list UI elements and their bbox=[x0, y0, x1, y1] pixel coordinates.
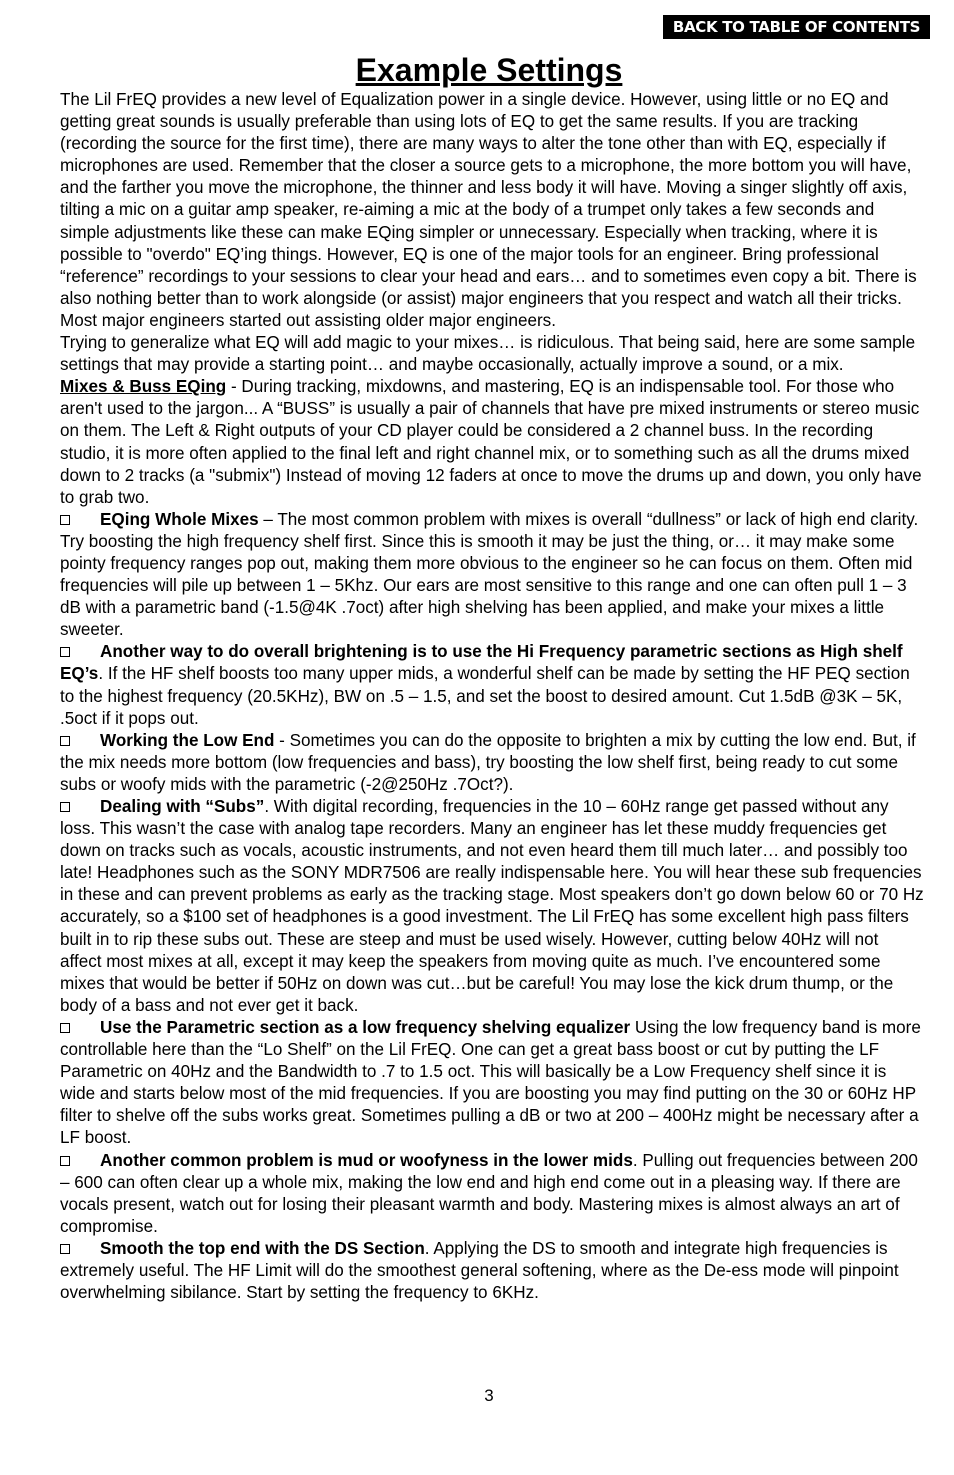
tip-heading: Another way to do overall brightening is to use the Hi Frequency parametric sections as High shelf EQ’s bbox=[60, 642, 903, 684]
tip-text: - Sometimes you can do the opposite to brighten a mix by cutting the low end. But, if the mix needs more bottom (low frequencies and bass), try boosting the low shelf first, being ready to cut some subs or woofy mids with the parametric (-2@250Hz .7Oct?). bbox=[60, 730, 916, 794]
page-title: Example Settings bbox=[355, 52, 623, 88]
intro-paragraph: The Lil FrEQ provides a new level of Equalization power in a single device. However, using little or no EQ and getting great sounds is usually preferable than using lots of EQ to get the same results. If you are tracking (recording the source for the first time), there are many ways to alter the tone other than with EQ, especially if microphones are used. Remember that the closer a source gets to a microphone, the more bottom you will have, and the farther you move the microphone, the thinner and less body it will have. Moving a singer slightly off axis, tilting a mic on a guitar amp speaker, re-aiming a mic at the body of a trumpet only takes a few seconds and simple adjustments like these can make EQing simpler or unnecessary. Especially when tracking, where it is possible to "overdo" EQ’ing things. However, EQ is one of the major tools for an engineer. Bring professional “reference” recordings to your sessions to clear your head and ears… and to sometimes even copy a bit. There is also nothing better than to work alongside (or assist) major engineers that you respect and watch all their tricks. Most major engineers started out assisting older major engineers. bbox=[60, 90, 917, 330]
section-text: - During tracking, mixdowns, and mastering, EQ is an indispensable tool. For those who aren't used to the jargon... A “BUSS” is usually a pair of channels that have pre mixed instruments or stereo music on them. The Left & Right outputs of your CD player could be considered a 2 channel buss. In the recording studio, it is more often applied to the final left and right channel mix, or to something such as all the drums mixed down to 2 tracks (a "submix") Instead of moving 12 faders at once to move the drums up and down, you only have to grab two. bbox=[60, 377, 922, 507]
checkbox-icon bbox=[60, 802, 70, 812]
tip-text: . With digital recording, frequencies in the 10 – 60Hz range get passed without any loss. This wasn’t the case with analog tape recorders. Many an engineer has let these muddy frequencies get down on tracks such as vocals, acoustic instruments, and not even heard them till much later… and possibly too late! Headphones such as the SONY MDR7506 are really indispensable here. You will hear these sub frequencies in these and can prevent problems as early as the tracking stage. Most speakers don’t go down below 60 or 70 Hz accurately, so a $100 set of headphones is a good investment. The Lil FrEQ has some excellent high pass filters built in to rip these subs out. These are steep and must be used wisely. However, cutting below 40Hz will not affect most mixes at all, except it may keep the speakers from moving quite as much. I’ve encountered some mixes that would be better if 50Hz on down was cut…but be careful! You may lose the kick drum thump, or the body of a bass and not ever get it back. bbox=[60, 797, 924, 1015]
checkbox-icon bbox=[60, 647, 70, 657]
tip-heading: Use the Parametric section as a low frequency shelving equalizer bbox=[100, 1017, 631, 1037]
tip-heading: Dealing with “Subs” bbox=[100, 797, 265, 816]
checkbox-icon bbox=[60, 1023, 70, 1033]
tip-item bbox=[60, 730, 924, 796]
intro-paragraph: Trying to generalize what EQ will add magic to your mixes… is ridiculous. That being said, here are some sample settings that may provide a starting point… and maybe occasionally, actually improve a sound, or a mix. bbox=[60, 333, 916, 375]
tip-item bbox=[60, 1017, 924, 1150]
tip-text: Using the low frequency band is more controllable here than the “Lo Shelf” on the Lil FrEQ. One can get a great bass boost or cut by putting the LF Parametric on 40Hz and the Bandwidth to .7 to 1.5 oct. This will basically be a Low Frequency shelf since it is wide and starts below most of the mid frequencies. If you are boosting you may find putting on the 30 or 60Hz HP filter to shelve off the subs works great. Sometimes pulling a dB or two at 200 – 400Hz might be necessary after a LF boost. bbox=[60, 1017, 921, 1148]
checkbox-icon bbox=[60, 1156, 70, 1166]
tip-text: . Applying the DS to smooth and integrate high frequencies is extremely useful. The HF Limit will do the smoothest general softening, where as the De-ess mode will pinpoint overwhelming sibilance. Start by setting the frequency to 6KHz. bbox=[60, 1238, 899, 1303]
tip-item bbox=[60, 796, 924, 1017]
section-heading: Mixes & Buss EQing bbox=[60, 377, 227, 397]
tip-heading: EQing Whole Mixes bbox=[100, 509, 259, 529]
mixes-section bbox=[60, 376, 924, 509]
tip-heading: Smooth the top end with the DS Section bbox=[100, 1238, 425, 1258]
tip-text: . If the HF shelf boosts too many upper mids, a wonderful shelf can be made by setting the HF PEQ section to the highest frequency (20.5KHz), BW on .5 – 1.5, and set the boost to desired amount. Cut 1.5dB @3K – 5K, .5oct if it pops out. bbox=[60, 664, 910, 728]
document-body bbox=[60, 89, 924, 1304]
tip-text: – The most common problem with mixes is overall “dullness” or lack of high end clarity. Try boosting the high frequency shelf first. Since this is smooth it may be just the thing, or… it may make some pointy frequency ranges pop out, making them more obvious to the engineer so he can focus on them. Often mid frequencies will pile up between 1 – 5Khz. Our ears are most sensitive to this range and one can often pull 1 – 3 dB with a parametric band (-1.5@4K .7oct) after high shelving has been applied, and make your mixes a little sweeter. bbox=[60, 509, 919, 640]
checkbox-icon bbox=[60, 736, 70, 746]
tip-text: . Pulling out frequencies between 200 – 600 can often clear up a whole mix, making the low end and high end come out in a pleasing way. If there are vocals present, watch out for losing their pleasant warmth and body. Mastering mixes is almost always an art of compromise. bbox=[60, 1150, 918, 1236]
page-number: 3 bbox=[484, 1386, 494, 1405]
checkbox-icon bbox=[60, 515, 70, 525]
tip-item bbox=[60, 509, 924, 642]
back-to-contents-button[interactable]: BACK TO TABLE OF CONTENTS bbox=[663, 15, 930, 39]
checkbox-icon bbox=[60, 1244, 70, 1254]
tip-item bbox=[60, 1150, 924, 1238]
tip-item bbox=[60, 641, 924, 729]
tip-heading: Working the Low End bbox=[100, 730, 275, 750]
tip-item bbox=[60, 1238, 924, 1304]
tip-heading: Another common problem is mud or woofyness in the lower mids bbox=[100, 1150, 633, 1170]
